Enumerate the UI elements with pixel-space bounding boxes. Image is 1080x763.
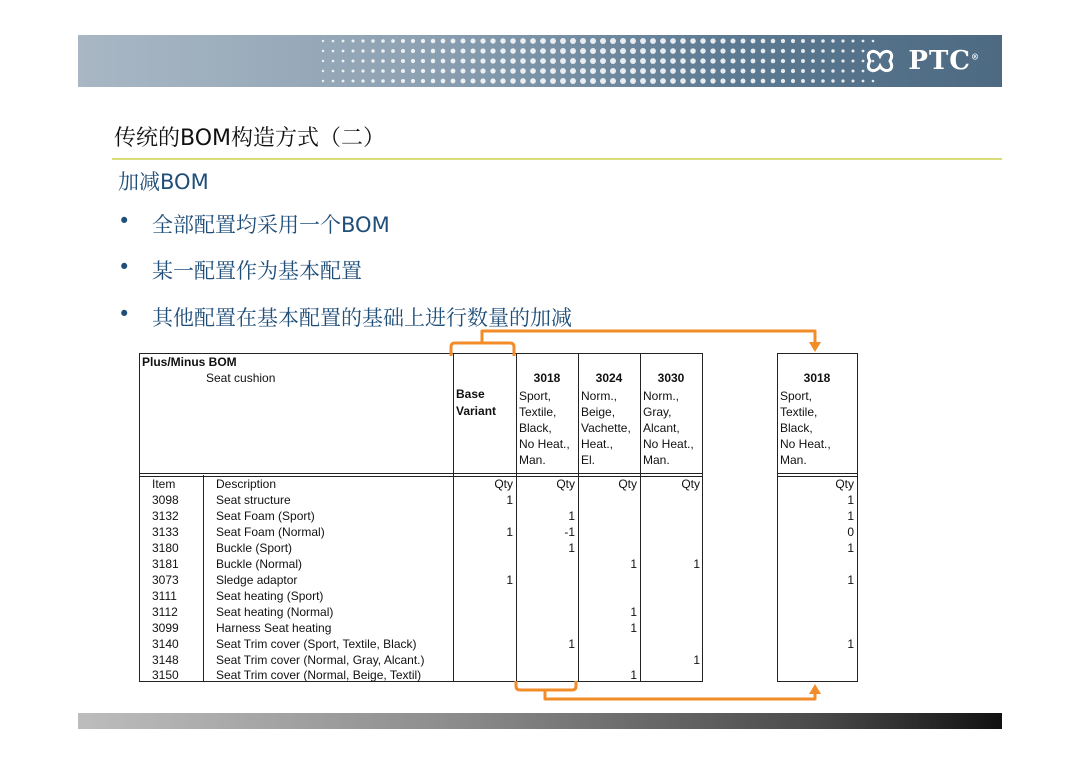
qty-base: 1	[506, 573, 513, 587]
item-number: 3112	[152, 605, 178, 619]
variant-spec: No Heat.,	[643, 437, 694, 451]
base-variant-bracket	[451, 343, 514, 356]
ptc-logo-text: PTC®	[908, 46, 980, 76]
bullet-dot-icon: •	[118, 302, 131, 326]
qty-base: 1	[506, 525, 513, 539]
variant-spec: Alcant,	[643, 421, 680, 435]
item-description: Seat heating (Sport)	[216, 589, 324, 603]
item-description: Sledge adaptor	[216, 573, 298, 587]
variant-spec: Norm.,	[581, 389, 617, 403]
variant-spec: Textile,	[519, 405, 557, 419]
arrow-head-up-icon	[809, 684, 821, 694]
item-number: 3150	[152, 668, 179, 682]
result-qty: 1	[847, 573, 854, 587]
qty-3024: 1	[630, 668, 637, 682]
item-description: Seat heating (Normal)	[216, 605, 334, 619]
item-description: Buckle (Normal)	[216, 557, 303, 571]
variant-code: 3018	[533, 371, 561, 385]
variant-spec: Sport,	[519, 389, 552, 403]
result-qty-header: Qty	[835, 477, 854, 491]
col-qty-header: Qty	[681, 477, 700, 491]
qty-3018: -1	[564, 525, 575, 539]
item-description: Seat Foam (Normal)	[216, 525, 325, 539]
result-spec: Textile,	[780, 405, 818, 419]
item-number: 3132	[152, 509, 179, 523]
item-number: 3180	[152, 541, 179, 555]
variant-spec: Heat.,	[581, 437, 614, 451]
result-qty: 1	[847, 541, 854, 555]
variant-code: 3024	[595, 371, 623, 385]
bullet-text: 全部配置均采用一个BOM	[152, 213, 390, 237]
base-variant-label: Base	[456, 387, 485, 401]
bullet-dot-icon: •	[118, 255, 131, 279]
item-description: Seat Foam (Sport)	[216, 509, 315, 523]
arrow-head-down-icon	[809, 342, 821, 352]
result-qty: 1	[847, 509, 854, 523]
qty-3024: 1	[630, 621, 637, 635]
slide-title: 传统的BOM构造方式（二）	[114, 126, 386, 151]
item-number: 3140	[152, 637, 179, 651]
result-qty: 0	[847, 525, 854, 539]
slide-subtitle: 加减BOM	[118, 170, 209, 194]
item-description: Seat Trim cover (Sport, Textile, Black)	[216, 637, 417, 651]
qty-3030: 1	[693, 557, 700, 571]
qty-3024: 1	[630, 605, 637, 619]
qty-3018: 1	[568, 509, 575, 523]
bullet-text: 某一配置作为基本配置	[152, 259, 362, 283]
item-description: Harness Seat heating	[216, 621, 332, 635]
col-qty-header: Qty	[556, 477, 575, 491]
result-qty: 1	[847, 493, 854, 507]
item-number: 3073	[152, 573, 179, 587]
col-qty-header: Qty	[618, 477, 637, 491]
result-spec: Man.	[780, 453, 807, 467]
top-connector-arrow	[482, 331, 815, 344]
variant-code: 3030	[657, 371, 685, 385]
item-description: Buckle (Sport)	[216, 541, 293, 555]
bom-subheading: Seat cushion	[206, 371, 276, 385]
item-number: 3181	[152, 557, 179, 571]
result-variant-code: 3018	[803, 371, 831, 385]
item-number: 3098	[152, 493, 179, 507]
qty-3018: 1	[568, 637, 575, 651]
variant-spec: Norm.,	[643, 389, 679, 403]
variant-spec: Vachette,	[581, 421, 631, 435]
variant-3018-bracket	[516, 681, 576, 690]
variant-spec: El.	[581, 453, 596, 467]
result-spec: No Heat.,	[780, 437, 831, 451]
bom-heading: Plus/Minus BOM	[142, 355, 237, 369]
result-qty: 1	[847, 637, 854, 651]
item-number: 3133	[152, 525, 179, 539]
bullet-dot-icon: •	[118, 209, 131, 233]
bullet-text: 其他配置在基本配置的基础上进行数量的加减	[152, 306, 572, 330]
footer-gradient-bar	[78, 713, 1002, 729]
result-spec: Black,	[780, 421, 813, 435]
variant-spec: No Heat.,	[519, 437, 570, 451]
qty-base: 1	[506, 493, 513, 507]
qty-3018: 1	[568, 541, 575, 555]
item-number: 3111	[152, 589, 177, 603]
variant-spec: Beige,	[581, 405, 616, 419]
bottom-connector-arrow	[545, 690, 815, 699]
qty-3030: 1	[693, 653, 700, 667]
item-description: Seat Trim cover (Normal, Gray, Alcant.)	[216, 653, 425, 667]
col-qty-header: Qty	[494, 477, 513, 491]
col-item-header: Item	[152, 477, 176, 491]
item-description: Seat Trim cover (Normal, Beige, Textil)	[216, 668, 422, 682]
variant-spec: Black,	[519, 421, 552, 435]
variant-spec: Gray,	[643, 405, 672, 419]
variant-spec: Man.	[643, 453, 670, 467]
col-description-header: Description	[216, 477, 277, 491]
result-spec: Sport,	[780, 389, 813, 403]
variant-spec: Man.	[519, 453, 546, 467]
item-number: 3148	[152, 653, 179, 667]
item-number: 3099	[152, 621, 179, 635]
qty-3024: 1	[630, 557, 637, 571]
base-variant-label: Variant	[456, 404, 497, 418]
item-description: Seat structure	[216, 493, 291, 507]
